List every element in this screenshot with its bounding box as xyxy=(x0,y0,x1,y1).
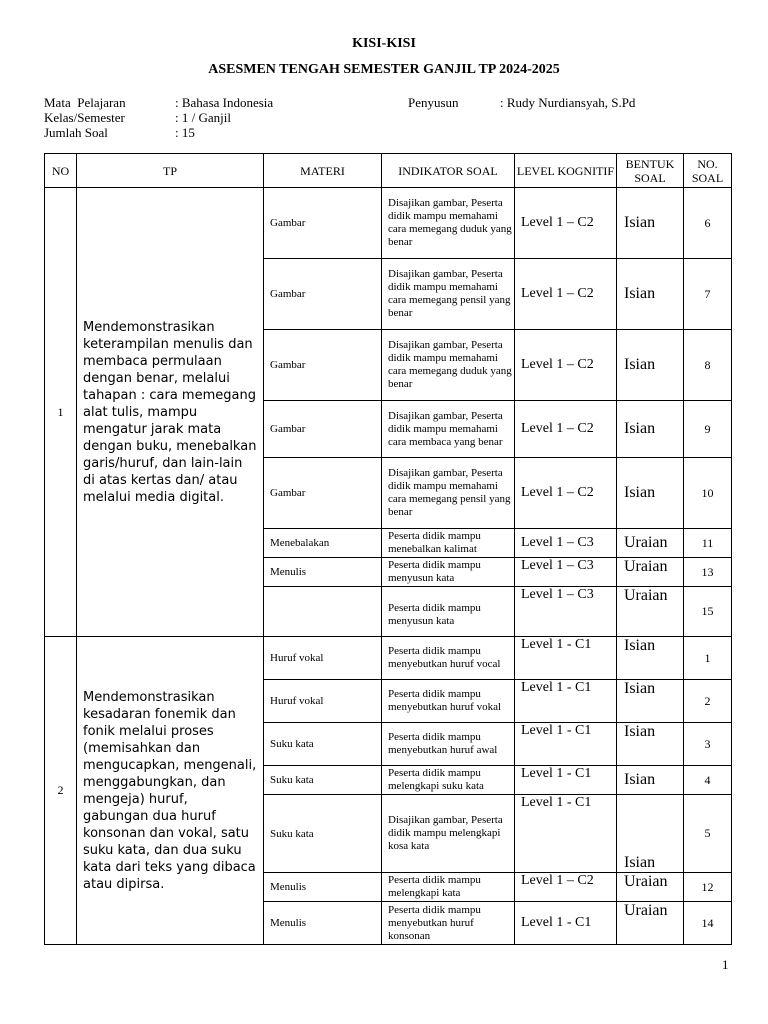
no-soal-cell: 15 xyxy=(684,587,732,637)
materi-cell: Menulis xyxy=(264,558,382,587)
materi-cell: Gambar xyxy=(264,401,382,458)
indikator-cell: Peserta didik mampu menyebutkan huruf awal xyxy=(382,723,515,766)
jumlah-value: : 15 xyxy=(175,125,195,140)
bentuk-cell: Isian xyxy=(617,795,684,873)
materi-cell: Gambar xyxy=(264,330,382,401)
materi-cell: Huruf vokal xyxy=(264,637,382,680)
no-soal-cell: 10 xyxy=(684,458,732,529)
no-soal-cell: 1 xyxy=(684,637,732,680)
indikator-cell: Disajikan gambar, Peserta didik mampu memahami cara memegang duduk yang benar xyxy=(382,330,515,401)
level-cell: Level 1 – C2 xyxy=(515,401,617,458)
level-cell: Level 1 - C1 xyxy=(515,766,617,795)
indikator-cell: Peserta didik mampu menyebutkan huruf vocal xyxy=(382,637,515,680)
indikator-cell: Peserta didik mampu menyusun kata xyxy=(382,558,515,587)
indikator-cell: Peserta didik mampu menyebutkan huruf vokal xyxy=(382,680,515,723)
level-cell: Level 1 – C3 xyxy=(515,529,617,558)
indikator-cell: Peserta didik mampu menyebutkan huruf konsonan xyxy=(382,902,515,945)
document-title: KISI-KISI xyxy=(352,36,416,51)
jumlah-label: Jumlah Soal xyxy=(44,125,108,140)
no-soal-cell: 14 xyxy=(684,902,732,945)
group-no: 1 xyxy=(45,188,77,637)
bentuk-cell: Uraian xyxy=(617,902,684,945)
materi-cell: Gambar xyxy=(264,458,382,529)
level-cell: Level 1 – C3 xyxy=(515,587,617,637)
col-header-indikator: INDIKATOR SOAL xyxy=(382,154,515,188)
no-soal-cell: 13 xyxy=(684,558,732,587)
table-header-row xyxy=(45,154,732,188)
bentuk-cell: Isian xyxy=(617,330,684,401)
group-tp: Mendemonstrasikan kesadaran fonemik dan fonik melalui proses (memisahkan dan mengucapkan, mengenali, menggabungkan, dan mengeja) huruf, gabungan dua huruf konsonan dan vokal, satu suku kata, dan dua suku kata dari teks yang dibaca atau dipirsa. xyxy=(77,637,264,945)
materi-cell: Menulis xyxy=(264,902,382,945)
materi-cell: Gambar xyxy=(264,188,382,259)
level-cell: Level 1 – C2 xyxy=(515,259,617,330)
no-soal-cell: 7 xyxy=(684,259,732,330)
penyusun-label: Penyusun xyxy=(408,95,459,110)
level-cell: Level 1 - C1 xyxy=(515,637,617,680)
bentuk-cell: Isian xyxy=(617,680,684,723)
mapel-value: : Bahasa Indonesia xyxy=(175,95,274,110)
level-cell: Level 1 – C3 xyxy=(515,558,617,587)
level-cell: Level 1 – C2 xyxy=(515,188,617,259)
bentuk-cell: Isian xyxy=(617,401,684,458)
materi-cell xyxy=(264,587,382,637)
kelas-value: : 1 / Ganjil xyxy=(175,110,231,125)
level-cell: Level 1 - C1 xyxy=(515,902,617,945)
bentuk-cell: Uraian xyxy=(617,529,684,558)
bentuk-cell: Isian xyxy=(617,458,684,529)
col-header-level: LEVEL KOGNITIF xyxy=(515,154,617,188)
mapel-label: Mata Pelajaran xyxy=(44,95,126,110)
page-number: 1 xyxy=(722,957,729,972)
bentuk-cell: Isian xyxy=(617,723,684,766)
bentuk-cell: Isian xyxy=(617,766,684,795)
bentuk-cell: Isian xyxy=(617,188,684,259)
penyusun-value: : Rudy Nurdiansyah, S.Pd xyxy=(500,95,636,110)
indikator-cell: Disajikan gambar, Peserta didik mampu memahami cara memegang pensil yang benar xyxy=(382,458,515,529)
kisi-kisi-table xyxy=(44,153,732,945)
materi-cell: Suku kata xyxy=(264,766,382,795)
bentuk-cell: Uraian xyxy=(617,587,684,637)
bentuk-cell: Uraian xyxy=(617,558,684,587)
table-row xyxy=(45,637,732,680)
document-subtitle: ASESMEN TENGAH SEMESTER GANJIL TP 2024-2025 xyxy=(208,62,560,77)
indikator-cell: Peserta didik mampu melengkapi suku kata xyxy=(382,766,515,795)
indikator-cell: Disajikan gambar, Peserta didik mampu memahami cara membaca yang benar xyxy=(382,401,515,458)
level-cell: Level 1 – C2 xyxy=(515,873,617,902)
level-cell: Level 1 – C2 xyxy=(515,458,617,529)
group-no: 2 xyxy=(45,637,77,945)
indikator-cell: Disajikan gambar, Peserta didik mampu memahami cara memegang duduk yang benar xyxy=(382,188,515,259)
no-soal-cell: 12 xyxy=(684,873,732,902)
materi-cell: Suku kata xyxy=(264,723,382,766)
no-soal-cell: 3 xyxy=(684,723,732,766)
materi-cell: Huruf vokal xyxy=(264,680,382,723)
no-soal-cell: 9 xyxy=(684,401,732,458)
no-soal-cell: 8 xyxy=(684,330,732,401)
col-header-no-soal: NO. SOAL xyxy=(684,154,732,188)
col-header-materi: MATERI xyxy=(264,154,382,188)
col-header-tp: TP xyxy=(77,154,264,188)
no-soal-cell: 11 xyxy=(684,529,732,558)
level-cell: Level 1 - C1 xyxy=(515,723,617,766)
bentuk-cell: Isian xyxy=(617,259,684,330)
materi-cell: Suku kata xyxy=(264,795,382,873)
indikator-cell: Peserta didik mampu melengkapi kata xyxy=(382,873,515,902)
materi-cell: Menulis xyxy=(264,873,382,902)
kelas-label: Kelas/Semester xyxy=(44,110,125,125)
col-header-no: NO xyxy=(45,154,77,188)
materi-cell: Menebalakan xyxy=(264,529,382,558)
materi-cell: Gambar xyxy=(264,259,382,330)
indikator-cell: Disajikan gambar, Peserta didik mampu memahami cara memegang pensil yang benar xyxy=(382,259,515,330)
no-soal-cell: 6 xyxy=(684,188,732,259)
no-soal-cell: 5 xyxy=(684,795,732,873)
col-header-bentuk: BENTUK SOAL xyxy=(617,154,684,188)
indikator-cell: Peserta didik mampu menyusun kata xyxy=(382,587,515,637)
level-cell: Level 1 – C2 xyxy=(515,330,617,401)
no-soal-cell: 2 xyxy=(684,680,732,723)
table-row xyxy=(45,188,732,259)
group-tp: Mendemonstrasikan keterampilan menulis dan membaca permulaan dengan benar, melalui tahapan : cara memegang alat tulis, mampu mengatur jarak mata dengan buku, menebalkan garis/huruf, dan lain-lain di atas kertas dan/ atau melalui media digital. xyxy=(77,188,264,637)
no-soal-cell: 4 xyxy=(684,766,732,795)
indikator-cell: Peserta didik mampu menebalkan kalimat xyxy=(382,529,515,558)
bentuk-cell: Isian xyxy=(617,637,684,680)
bentuk-cell: Uraian xyxy=(617,873,684,902)
level-cell: Level 1 - C1 xyxy=(515,795,617,873)
level-cell: Level 1 - C1 xyxy=(515,680,617,723)
indikator-cell: Disajikan gambar, Peserta didik mampu melengkapi kosa kata xyxy=(382,795,515,873)
